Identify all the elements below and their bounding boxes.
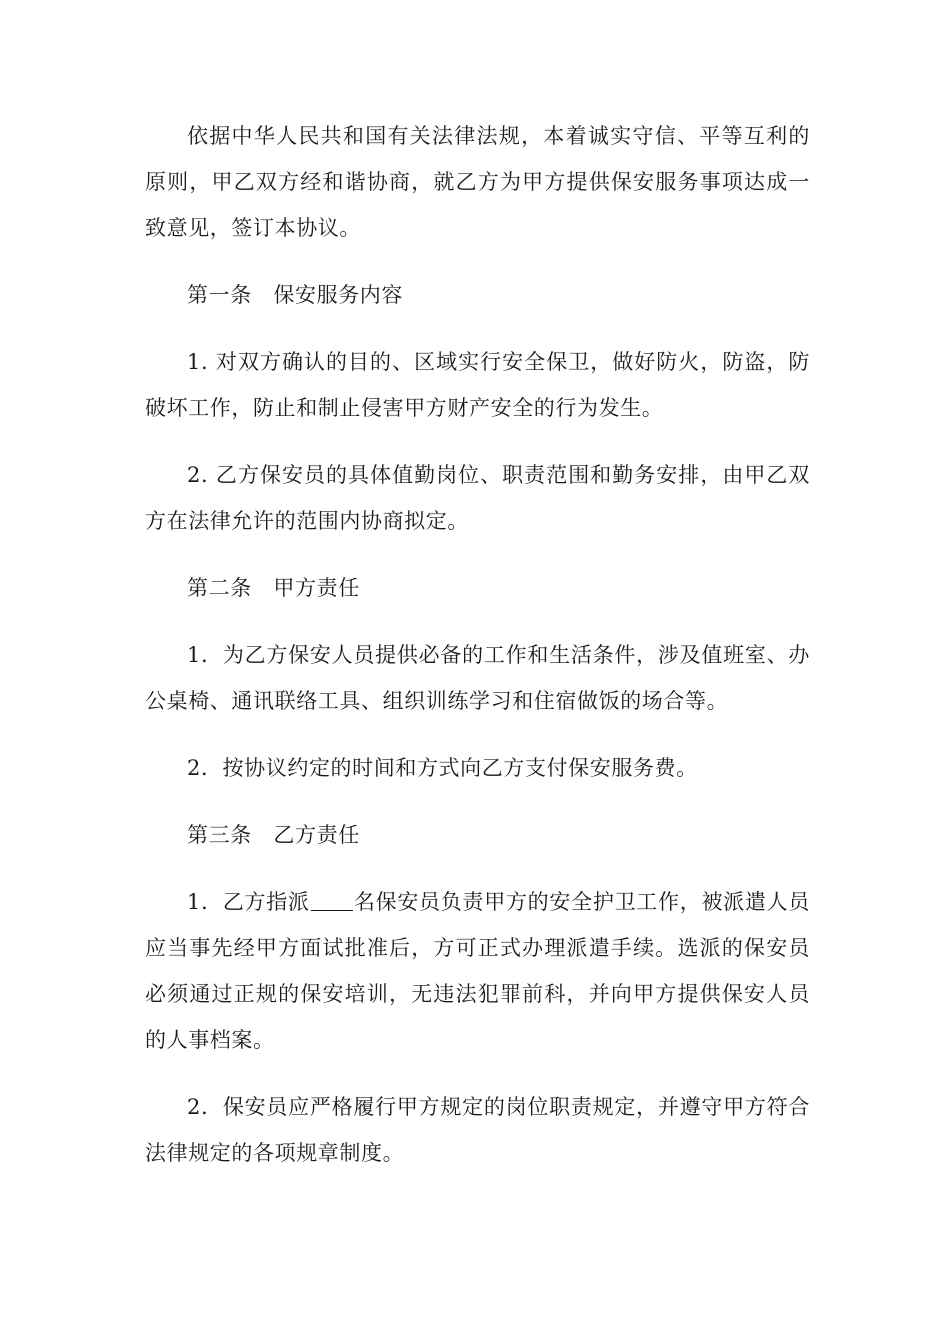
document-body: [145, 113, 810, 1176]
article-2-item-2: 2．按协议约定的时间和方式向乙方支付保安服务费。: [187, 756, 698, 780]
article-3-item-1-start: 1．乙方指派: [187, 890, 310, 914]
article-3-item-1-rest: 名保安员负责甲方的安全护卫工作，被派遣人员应当事先经甲方面试批准后，方可正式办理派遣手续。选派的保安员必须通过正规的保安培训，无违法犯罪前科，并向甲方提供保安人员的人事档案。: [145, 890, 810, 1052]
intro-paragraph: 依据中华人民共和国有关法律法规，本着诚实守信、平等互利的原则，甲乙双方经和谐协商，就乙方为甲方提供保安服务事项达成一致意见，签订本协议。: [145, 124, 810, 240]
fill-in-blank: [311, 890, 353, 911]
article-2-item-1: 1．为乙方保安人员提供必备的工作和生活条件，涉及值班室、办公桌椅、通讯联络工具、组织训练学习和住宿做饭的场合等。: [145, 643, 810, 713]
article-1-item-1: 1. 对双方确认的目的、区域实行安全保卫，做好防火，防盗，防破坏工作，防止和制止侵害甲方财产安全的行为发生。: [145, 350, 810, 420]
article-1-item-2: 2. 乙方保安员的具体值勤岗位、职责范围和勤务安排，由甲乙双方在法律允许的范围内协商拟定。: [145, 463, 810, 533]
article-3-item-2: 2．保安员应严格履行甲方规定的岗位职责规定，并遵守甲方符合法律规定的各项规章制度。: [145, 1095, 810, 1165]
article-2-heading: 第二条 甲方责任: [187, 576, 360, 600]
article-1-heading: 第一条 保安服务内容: [187, 283, 403, 307]
article-3-heading: 第三条 乙方责任: [187, 823, 360, 847]
article-3-item-1: [145, 879, 810, 1063]
